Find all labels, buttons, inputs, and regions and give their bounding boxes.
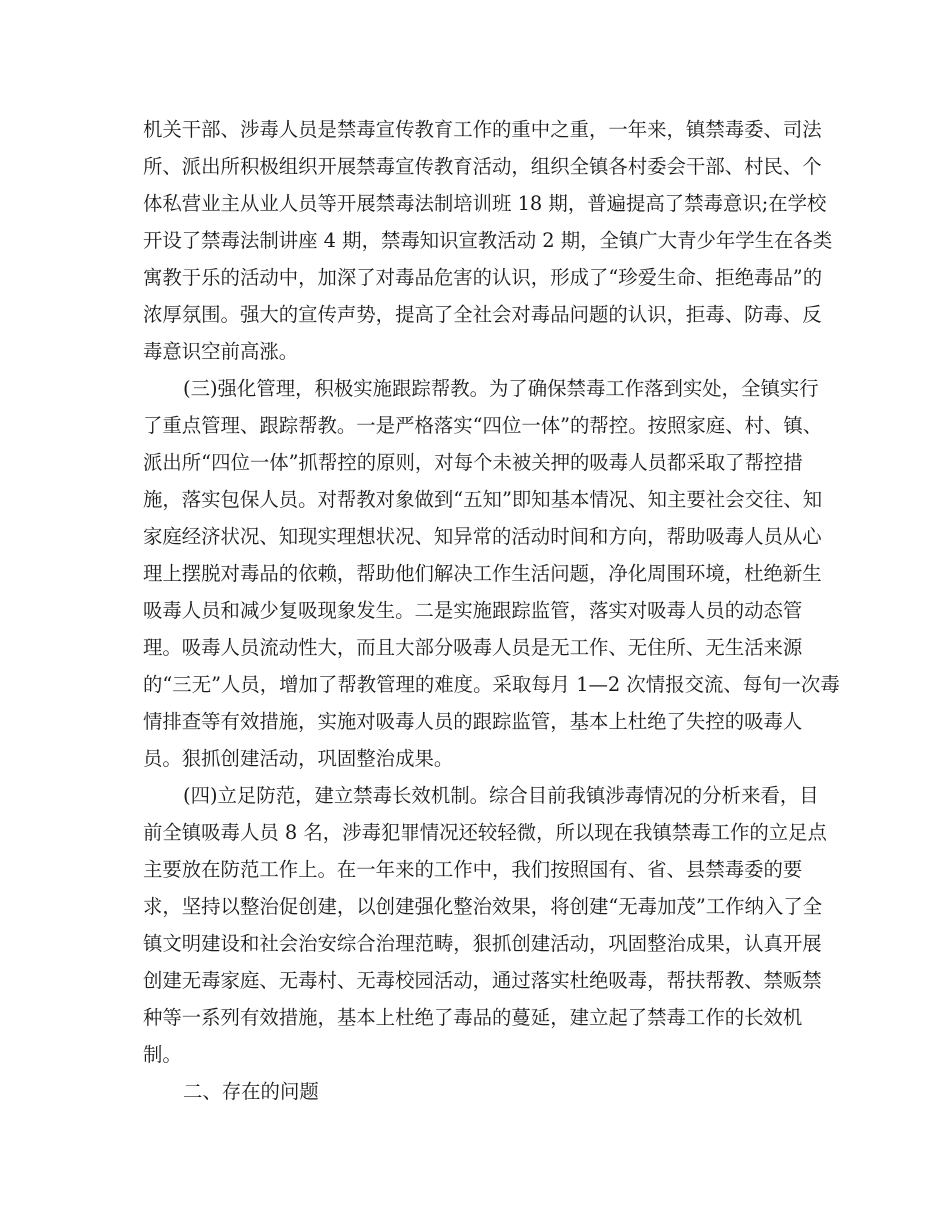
- text-line: 毒意识空前高涨。: [143, 340, 299, 363]
- text-line: 情排查等有效措施，实施对吸毒人员的跟踪监管，基本上杜绝了失控的吸毒人: [143, 710, 803, 733]
- text-line: (四)立足防范，建立禁毒长效机制。综合目前我镇涉毒情况的分析来看，目: [183, 784, 819, 807]
- text-line: 所、派出所积极组织开展禁毒宣传教育活动，组织全镇各村委会干部、村民、个: [143, 155, 822, 178]
- text-line: 家庭经济状况、知现实理想状况、知异常的活动时间和方向，帮助吸毒人员从心: [143, 525, 822, 548]
- text-line: 理上摆脱对毒品的依赖，帮助他们解决工作生活问题，净化周围环境，杜绝新生: [143, 562, 822, 585]
- text-line: 创建无毒家庭、无毒村、无毒校园活动，通过落实杜绝吸毒，帮扶帮教、禁贩禁: [143, 969, 822, 992]
- text-line: 开设了禁毒法制讲座 4 期，禁毒知识宣教活动 2 期，全镇广大青少年学生在各类: [143, 229, 833, 252]
- text-line: 机关干部、涉毒人员是禁毒宣传教育工作的重中之重，一年来，镇禁毒委、司法: [143, 118, 822, 141]
- text-line: 浓厚氛围。强大的宣传声势，提高了全社会对毒品问题的认识，拒毒、防毒、反: [143, 303, 822, 326]
- text-line: 种等一系列有效措施，基本上杜绝了毒品的蔓延，建立起了禁毒工作的长效机: [143, 1006, 803, 1029]
- text-line: 的“三无”人员，增加了帮教管理的难度。采取每月 1—2 次情报交流、每旬一次毒: [143, 673, 840, 696]
- text-line: 镇文明建设和社会治安综合治理范畴，狠抓创建活动，巩固整治成果，认真开展: [143, 932, 822, 955]
- text-line: (三)强化管理，积极实施跟踪帮教。为了确保禁毒工作落到实处，全镇实行: [183, 377, 819, 400]
- text-line: 派出所“四位一体”抓帮控的原则，对每个未被关押的吸毒人员都采取了帮控措: [143, 451, 803, 474]
- text-line: 员。狠抓创建活动，巩固整治成果。: [143, 747, 454, 770]
- text-line: 寓教于乐的活动中，加深了对毒品危害的认识，形成了“珍爱生命、拒绝毒品”的: [143, 266, 823, 289]
- text-line: 理。吸毒人员流动性大，而且大部分吸毒人员是无工作、无住所、无生活来源: [143, 636, 803, 659]
- section-heading: 二、存在的问题: [183, 1080, 319, 1103]
- text-line: 前全镇吸毒人员 8 名，涉毒犯罪情况还较轻微，所以现在我镇禁毒工作的立足点: [143, 821, 827, 844]
- text-line: 了重点管理、跟踪帮教。一是严格落实“四位一体”的帮控。按照家庭、村、镇、: [143, 414, 823, 437]
- text-line: 体私营业主从业人员等开展禁毒法制培训班 18 期，普遍提高了禁毒意识;在学校: [143, 192, 827, 215]
- text-line: 吸毒人员和减少复吸现象发生。二是实施跟踪监管，落实对吸毒人员的动态管: [143, 599, 803, 622]
- text-line: 主要放在防范工作上。在一年来的工作中，我们按照国有、省、县禁毒委的要: [143, 858, 803, 881]
- text-line: 施，落实包保人员。对帮教对象做到“五知”即知基本情况、知主要社会交往、知: [143, 488, 823, 511]
- text-line: 制。: [143, 1043, 182, 1066]
- text-line: 求，坚持以整治促创建，以创建强化整治效果，将创建“无毒加茂”工作纳入了全: [143, 895, 823, 918]
